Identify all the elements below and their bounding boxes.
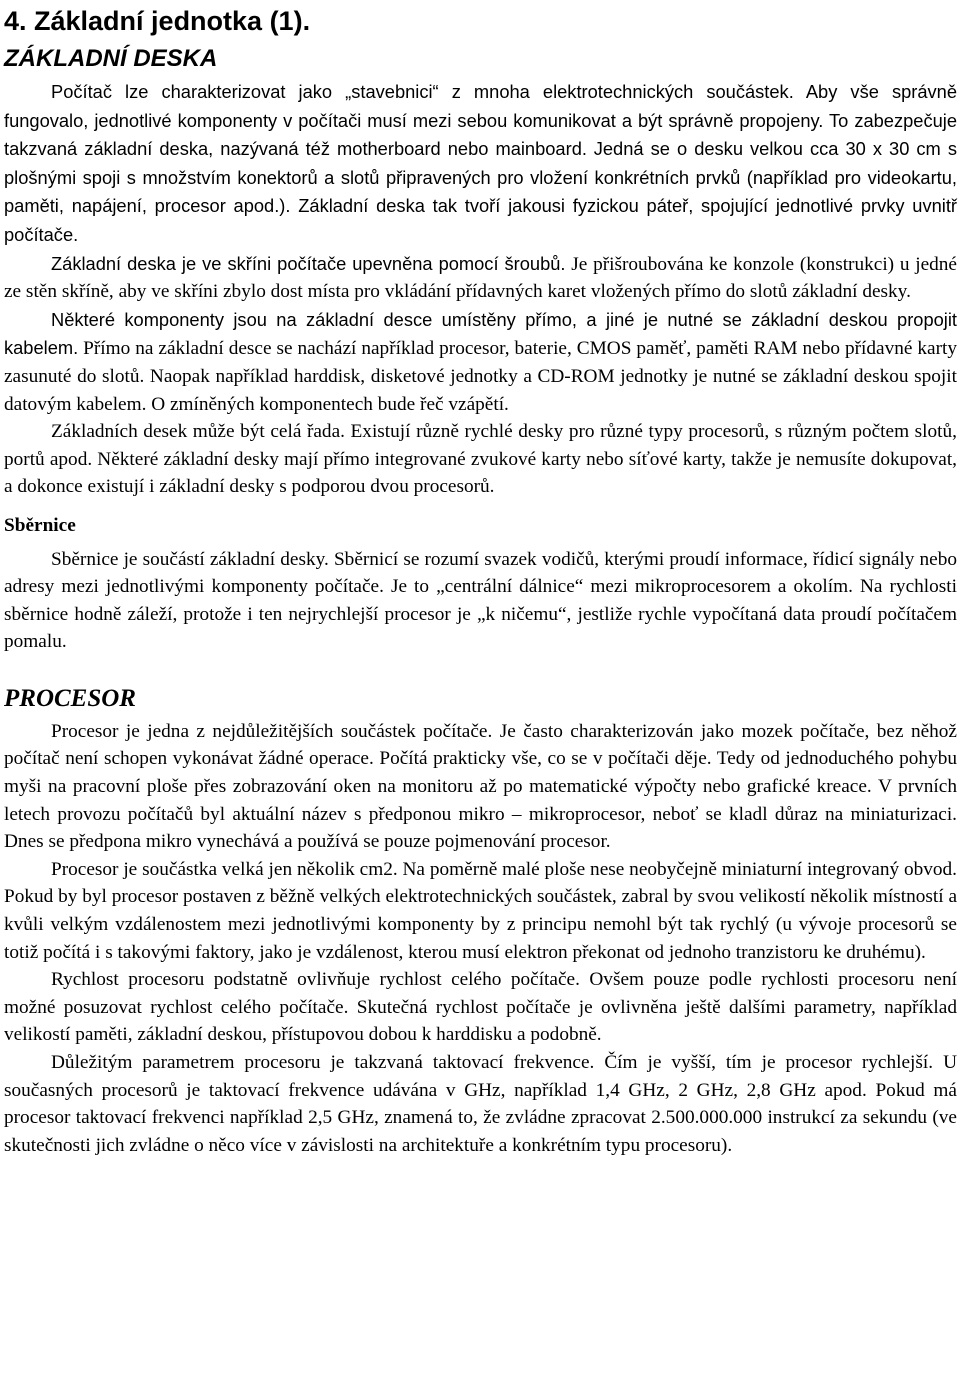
paragraph-bus: Sběrnice je součástí základní desky. Sběrnicí se rozumí svazek vodičů, kterými proudí informace, řídicí signály nebo adresy mezi jednotlivými komponenty počítače. Je to „centrální dálnice“ mezi mikroprocesorem a okolím. Na rychlosti sběrnice hodně záleží, protože i ten nejrychlejší procesor je „k ničemu“, jestliže rychle vypočítaná data proudí počítačem pomalu. [4,548,957,653]
paragraph-processor-speed: Rychlost procesoru podstatně ovlivňuje rychlost celého počítače. Ovšem pouze podle rychlosti procesoru není možné posuzovat rychlost celého počítače. Skutečná rychlost počítače je ovlivněna ještě dalšími parametry, například velikostí paměti, základní deskou, přístupovou dobou k harddisku a podobně. [4,969,957,1046]
paragraph-segment: Je přišroubována ke konzole (konstrukci) u jedné ze stěn skříně, aby ve skříni zbylo dost místa pro vkládání přídavných karet vložených přímo do slotů základní desky. [4,253,957,303]
section-heading-sbernice: Sběrnice [4,514,76,536]
section-heading-procesor: PROCESOR [4,684,136,712]
paragraph-segment: Přímo na základní desce se nachází například procesor, baterie, CMOS paměť, paměti RAM nebo přídavné karty zasunuté do slotů. Naopak například harddisk, disketové jednotky a CD-ROM jednotky je nutné se základní deskou spojit datovým kabelem. O zmíněných komponentech bude řeč vzápětí. [4,338,957,415]
paragraph-processor-size: Procesor je součástka velká jen několik cm2. Na poměrně malé ploše nese neobyčejně miniaturní integrovaný obvod. Pokud by byl procesor postaven z běžně velkých elektrotechnických součástek, zabral by svou velikostí několik místností a kvůli velkým vzdálenostem mezi jednotlivými komponenty by z principu nemohl být tak rychlý (u vývoje procesorů se totiž počítá i s takovými faktory, jako je vzdálenost, kterou musí elektron překonat od jednoho tranzistoru ke druhému). [4,858,957,963]
paragraph-processor-intro: Procesor je jedna z nejdůležitějších součástek počítače. Je často charakterizován jako mozek počítače, bez něhož počítač není schopen vykonávat žádné operace. Počítá prakticky vše, co se v počítači děje. Tedy od jednoduchého pohybu myši na pracovní ploše přes zobrazování oken na monitoru až po matematické výpočty nebo grafické kreace. V prvních letech provozu počítačů byl aktuální název s předponou mikro – mikroprocesor, neboť se kladl důraz na miniaturizaci. Dnes se předpona mikro vynechává a používá se pouze pojmenování procesor. [4,720,957,853]
paragraph-processor-frequency: Důležitým parametrem procesoru je takzvaná taktovací frekvence. Čím je vyšší, tím je procesor rychlejší. U současných procesorů je taktovací frekvence udávána v GHz, například 1,4 GHz, 2 GHz, 2,8 GHz apod. Pokud má procesor taktovací frekvenci například 2,5 GHz, znamená to, že zvládne zpracovat 2.500.000.000 instrukcí za sekundu (ve skutečnosti jich zvládne o něco více v závislosti na architektuře a konkrétním typu procesoru). [4,1052,957,1156]
paragraph-segment: Základní deska je ve skříni počítače upevněna pomocí šroubů. [51,252,566,274]
paragraph-motherboard-components [4,306,957,418]
paragraph-motherboard-types: Základních desek může být celá řada. Existují různě rychlé desky pro různé typy procesorů, s různým počtem slotů, portů apod. Některé základní desky mají přímo integrované zvukové karty nebo síťové karty, takže je nemusíte dokupovat, a dokonce existují i základní desky s podporou dvou procesorů. [4,421,957,498]
chapter-title: 4. Základní jednotka (1). [4,6,311,36]
section-heading-zakladni-deska: ZÁKLADNÍ DESKA [4,45,218,72]
paragraph-motherboard-mounting [4,250,957,306]
paragraph-motherboard-intro [4,78,957,250]
paragraph-segment: Jedná se o desku velkou cca 30 x 30 cm s plošnými spoji s množstvím konektorů a slotů připravených pro vložení konkrétních prvků (například pro videokartu, paměti, napájení, procesor apod.). Základní deska tak tvoří jakousi fyzickou páteř, spojující jednotlivé prvky uvnitř počítače. [4,138,957,245]
paragraph-segment: Některé komponenty jsou na základní desce umístěny přímo, a jiné je nutné se základní deskou propojit kabelem. [4,308,957,359]
paragraph-segment: Počítač lze charakterizovat jako „stavebnici“ z mnoha elektrotechnických součástek. Aby vše správně fungovalo, jednotlivé komponenty v počítači musí mezi sebou komunikovat a být správně propojeny. To zabezpečuje takzvaná základní deska, nazývaná též motherboard nebo mainboard. [4,81,957,160]
